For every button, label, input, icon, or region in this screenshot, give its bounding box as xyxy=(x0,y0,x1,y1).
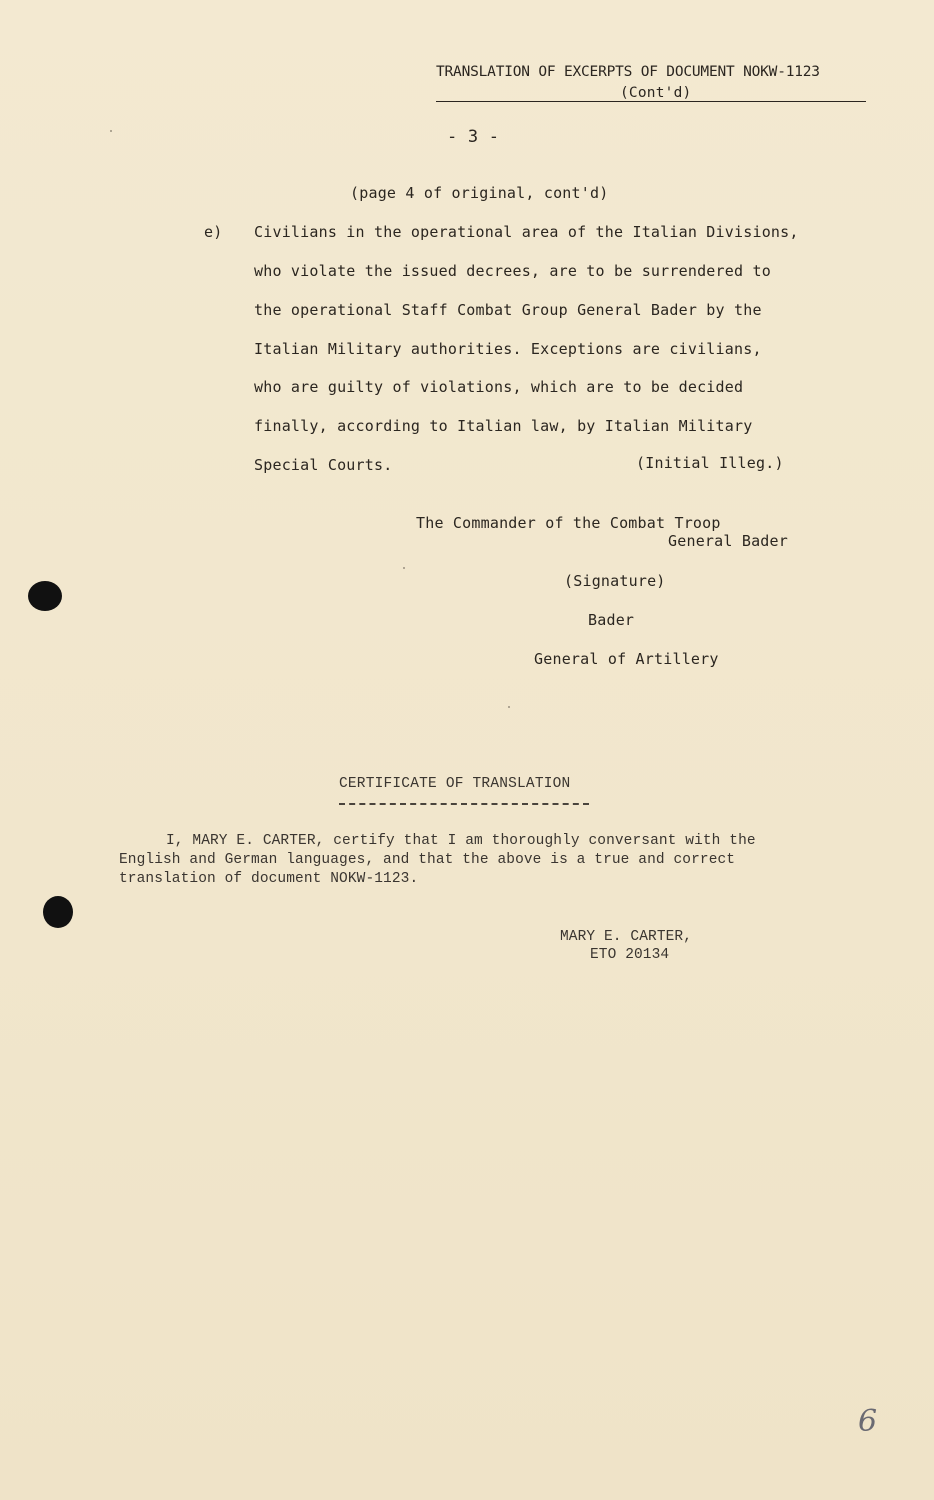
signature-name: Bader xyxy=(588,611,635,629)
certificate-text-line: English and German languages, and that the above is a true and correct xyxy=(119,852,736,868)
item-line: who are guilty of violations, which are to be decided xyxy=(254,378,744,396)
header-underline xyxy=(436,101,866,102)
signature-marker: (Signature) xyxy=(564,572,666,590)
item-line: who violate the issued decrees, are to be surrendered to xyxy=(254,262,771,280)
signature-commander-title: The Commander of the Combat Troop xyxy=(416,514,721,532)
punch-hole xyxy=(28,581,62,611)
initial-illegible: (Initial Illeg.) xyxy=(636,454,784,472)
certificate-signer-name: MARY E. CARTER, xyxy=(560,929,693,945)
document-header-title: TRANSLATION OF EXCERPTS OF DOCUMENT NOKW-1123 xyxy=(436,64,820,80)
item-label: e) xyxy=(204,223,223,241)
certificate-title: CERTIFICATE OF TRANSLATION xyxy=(339,776,571,792)
punch-hole xyxy=(43,896,73,928)
certificate-text-line: translation of document NOKW-1123. xyxy=(119,871,419,887)
paper-speck xyxy=(508,706,510,708)
handwritten-page-mark: 6 xyxy=(858,1404,878,1439)
page-number: - 3 - xyxy=(447,127,500,147)
signature-commander-name: General Bader xyxy=(668,532,788,550)
document-header-contd: (Cont'd) xyxy=(620,85,692,101)
item-line: the operational Staff Combat Group General Bader by the xyxy=(254,301,762,319)
item-line: Italian Military authorities. Exceptions are civilians, xyxy=(254,340,762,358)
signature-rank: General of Artillery xyxy=(534,650,719,668)
item-line: Civilians in the operational area of the Italian Divisions, xyxy=(254,223,799,241)
item-line: finally, according to Italian law, by Italian Military xyxy=(254,417,753,435)
paper-speck xyxy=(110,130,112,132)
paper-speck xyxy=(403,567,405,569)
certificate-text-line: I, MARY E. CARTER, certify that I am thoroughly conversant with the xyxy=(166,833,756,849)
page-reference: (page 4 of original, cont'd) xyxy=(350,184,609,202)
certificate-title-underline xyxy=(339,803,589,805)
certificate-signer-id: ETO 20134 xyxy=(590,947,670,963)
item-line: Special Courts. xyxy=(254,456,393,474)
